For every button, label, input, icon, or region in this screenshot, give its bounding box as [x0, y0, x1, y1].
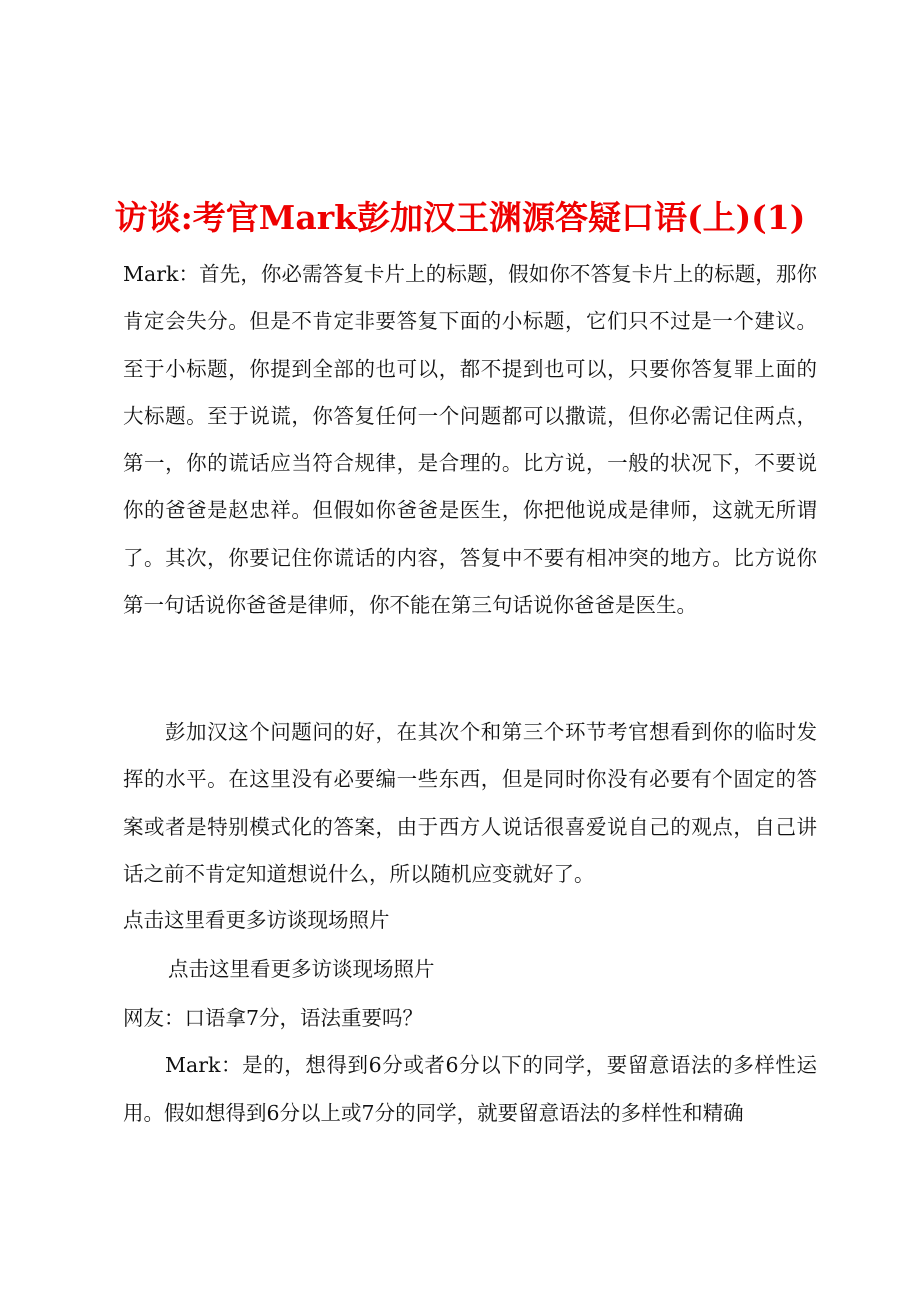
- netizen-question: 网友：口语拿7分，语法重要吗？: [123, 1006, 424, 1030]
- paragraph-mark-answer-2: Mark：是的，想得到6分或者6分以下的同学，要留意语法的多样性运用。假如想得到6分以上或7分的同学，就要留意语法的多样性和精确: [123, 1053, 817, 1125]
- photo-link-2[interactable]: 点击这里看更多访谈现场照片: [168, 957, 435, 981]
- paragraph-mark-answer-1: Mark：首先，你必需答复卡片上的标题，假如你不答复卡片上的标题，那你肯定会失分。但是不肯定非要答复下面的小标题，它们只不过是一个建议。至于小标题，你提到全部的也可以，都不提到也可以，只要你答复罪上面的大标题。至于说谎，你答复任何一个问题都可以撒谎，但你必需记住两点，第一，你的谎话应当符合规律，是合理的。比方说，一般的状况下，不要说你的爸爸是赵忠祥。但假如你爸爸是医生，你把他说成是律师，这就无所谓了。其次，你要记住你谎话的内容，答复中不要有相冲突的地方。比方说你第一句话说你爸爸是律师，你不能在第三句话说你爸爸是医生。: [123, 262, 817, 618]
- document-title: 访谈:考官Mark彭加汉王渊源答疑口语(上)(1): [114, 198, 806, 237]
- qa-block: [123, 995, 817, 1137]
- paragraph-block-2: [123, 709, 817, 898]
- paragraph-block-1: [123, 251, 817, 629]
- photo-link-1[interactable]: 点击这里看更多访谈现场照片: [123, 908, 390, 932]
- paragraph-peng-jiahan: 彭加汉这个问题问的好，在其次个和第三个环节考官想看到你的临时发挥的水平。在这里没有必要编一些东西，但是同时你没有必要有个固定的答案或者是特别模式化的答案，由于西方人说话很喜爱说自己的观点，自己讲话之前不肯定知道想说什么，所以随机应变就好了。: [123, 720, 817, 886]
